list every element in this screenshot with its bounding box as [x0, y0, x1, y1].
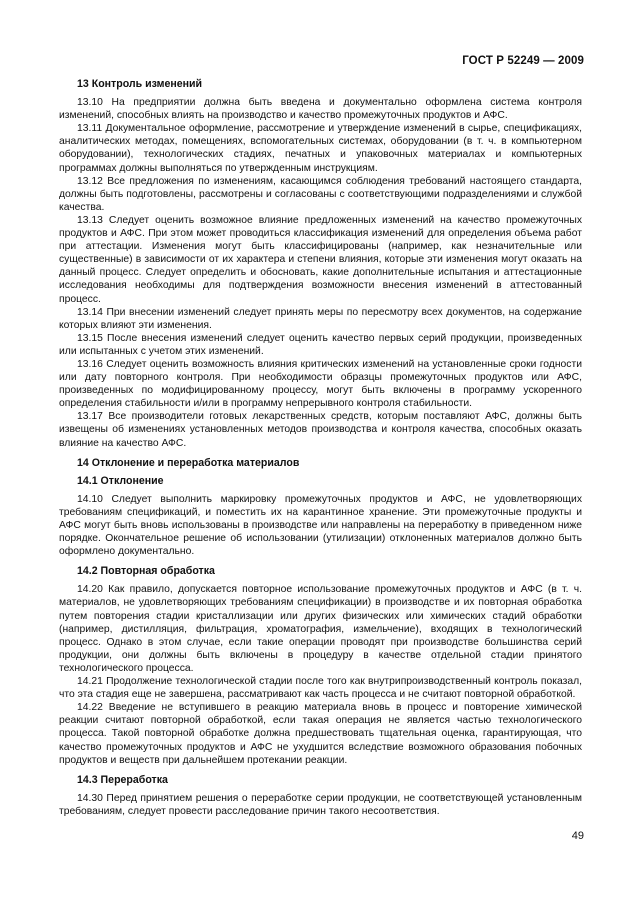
subsection-14-2-title: 14.2 Повторная обработка [77, 565, 215, 578]
subsection-14-3-title: 14.3 Переработка [77, 773, 168, 786]
paragraph-13-13: 13.13 Следует оценить возможное влияние предложенных изменений на качество промежуточных продуктов и АФС. При этом может проводиться классификация изменений для определения объема работ при аттестации. Изменения могут быть классифицированы (например, как незначительные или существенные) в зависимости от их характера и степени влияния, которые эти изменения могут оказать на данный процесс. Следует определить и обосновать, какие дополнительные испытания и аттестационные исследования необходимы для подтверждения возможности внесения изменений в аттестованный процесс. [59, 214, 582, 305]
paragraph-13-12: 13.12 Все предложения по изменениям, касающимся соблюдения требований настоящего стандарта, должны быть подготовлены, рассмотрены и согласованы с соответствующими подразделениями и службой качества. [59, 175, 582, 213]
paragraph-14-21: 14.21 Продолжение технологической стадии после того как внутрипроизводственный контроль показал, что эта стадия еще не завершена, рассматривают как часть процесса и не считают повторной обработкой. [59, 676, 582, 701]
paragraph-14-30: 14.30 Перед принятием решения о переработке серии продукции, не соответствующей установленным требованиям, следует провести расследование причин такого несоответствия. [59, 792, 582, 817]
paragraph-13-16: 13.16 Следует оценить возможность влияния критических изменений на установленные сроки годности или дату повторного контроля. При необходимости образцы промежуточных продуктов или АФС, произведенных по модифицированному процессу, могут быть включены в программу ускоренного определения стабильности и/или в программу непрерывного контроля стабильности. [59, 358, 582, 410]
paragraph-13-15: 13.15 После внесения изменений следует оценить качество первых серий продукции, произведенных или испытанных с учетом этих изменений. [59, 332, 582, 357]
section-14-title: 14 Отклонение и переработка материалов [77, 456, 300, 469]
standard-header: ГОСТ Р 52249 — 2009 [462, 55, 584, 67]
page-number: 49 [571, 830, 584, 842]
paragraph-14-10: 14.10 Следует выполнить маркировку промежуточных продуктов и АФС, не удовлетворяющих требованиям спецификаций, и поместить их на карантинное хранение. Эти промежуточные продукты и АФС могут быть вновь использованы в производстве или направлены на переработку в приведенном ниже порядке. Окончательное решение об использовании (утилизации) отклоненных материалов должно быть оформлено документально. [59, 493, 582, 558]
subsection-14-1-title: 14.1 Отклонение [77, 474, 164, 487]
paragraph-14-22: 14.22 Введение не вступившего в реакцию материала вновь в процесс и повторение химической реакции считают повторной обработкой, если такая операция не является частью технологического процесса. Такой повторной обработке должна предшествовать тщательная оценка, гарантирующая, что качество промежуточных продуктов и АФС не ухудшится вследствие возможного образования побочных продуктов и веществ при дальнейшем протекании реакции. [59, 702, 582, 766]
page-content [59, 78, 582, 818]
paragraph-13-14: 13.14 При внесении изменений следует принять меры по пересмотру всех документов, на содержание которых влияют эти изменения. [59, 306, 582, 331]
paragraph-13-10: 13.10 На предприятии должна быть введена и документально оформлена система контроля изменений, способных влиять на производство и качество промежуточных продуктов и АФС. [59, 97, 582, 122]
paragraph-13-11: 13.11 Документальное оформление, рассмотрение и утверждение изменений в сырье, спецификациях, аналитических методах, помещениях, вспомогательных системах, оборудовании (в т. ч. в компьютерном оборудовании), технологических стадиях, печатных и упаковочных материалах и компьютерных программах должны выполняться по утвержденным инструкциям. [59, 123, 582, 174]
paragraph-14-20: 14.20 Как правило, допускается повторное использование промежуточных продуктов и АФС (в т. ч. материалов, не удовлетворяющих требованиям спецификации) в производстве и их повторная обработка путем повторения стадии кристаллизации или других физических или химических стадий обработки (например, дистилляция, фильтрация, хроматография, измельчение), входящих в технологический процесс. Однако в этом случае, если такие операции проводят при производстве большинства серий продукции, они должны быть включены в процедуру в качестве отдельной стадии принятого технологического процесса. [59, 584, 582, 674]
section-13-title: 13 Контроль изменений [77, 78, 203, 90]
paragraph-13-17: 13.17 Все производители готовых лекарственных средств, которым поставляют АФС, должны быть извещены об изменениях установленных методов производства и контроля качества, способных оказать влияние на качество АФС. [59, 411, 582, 449]
